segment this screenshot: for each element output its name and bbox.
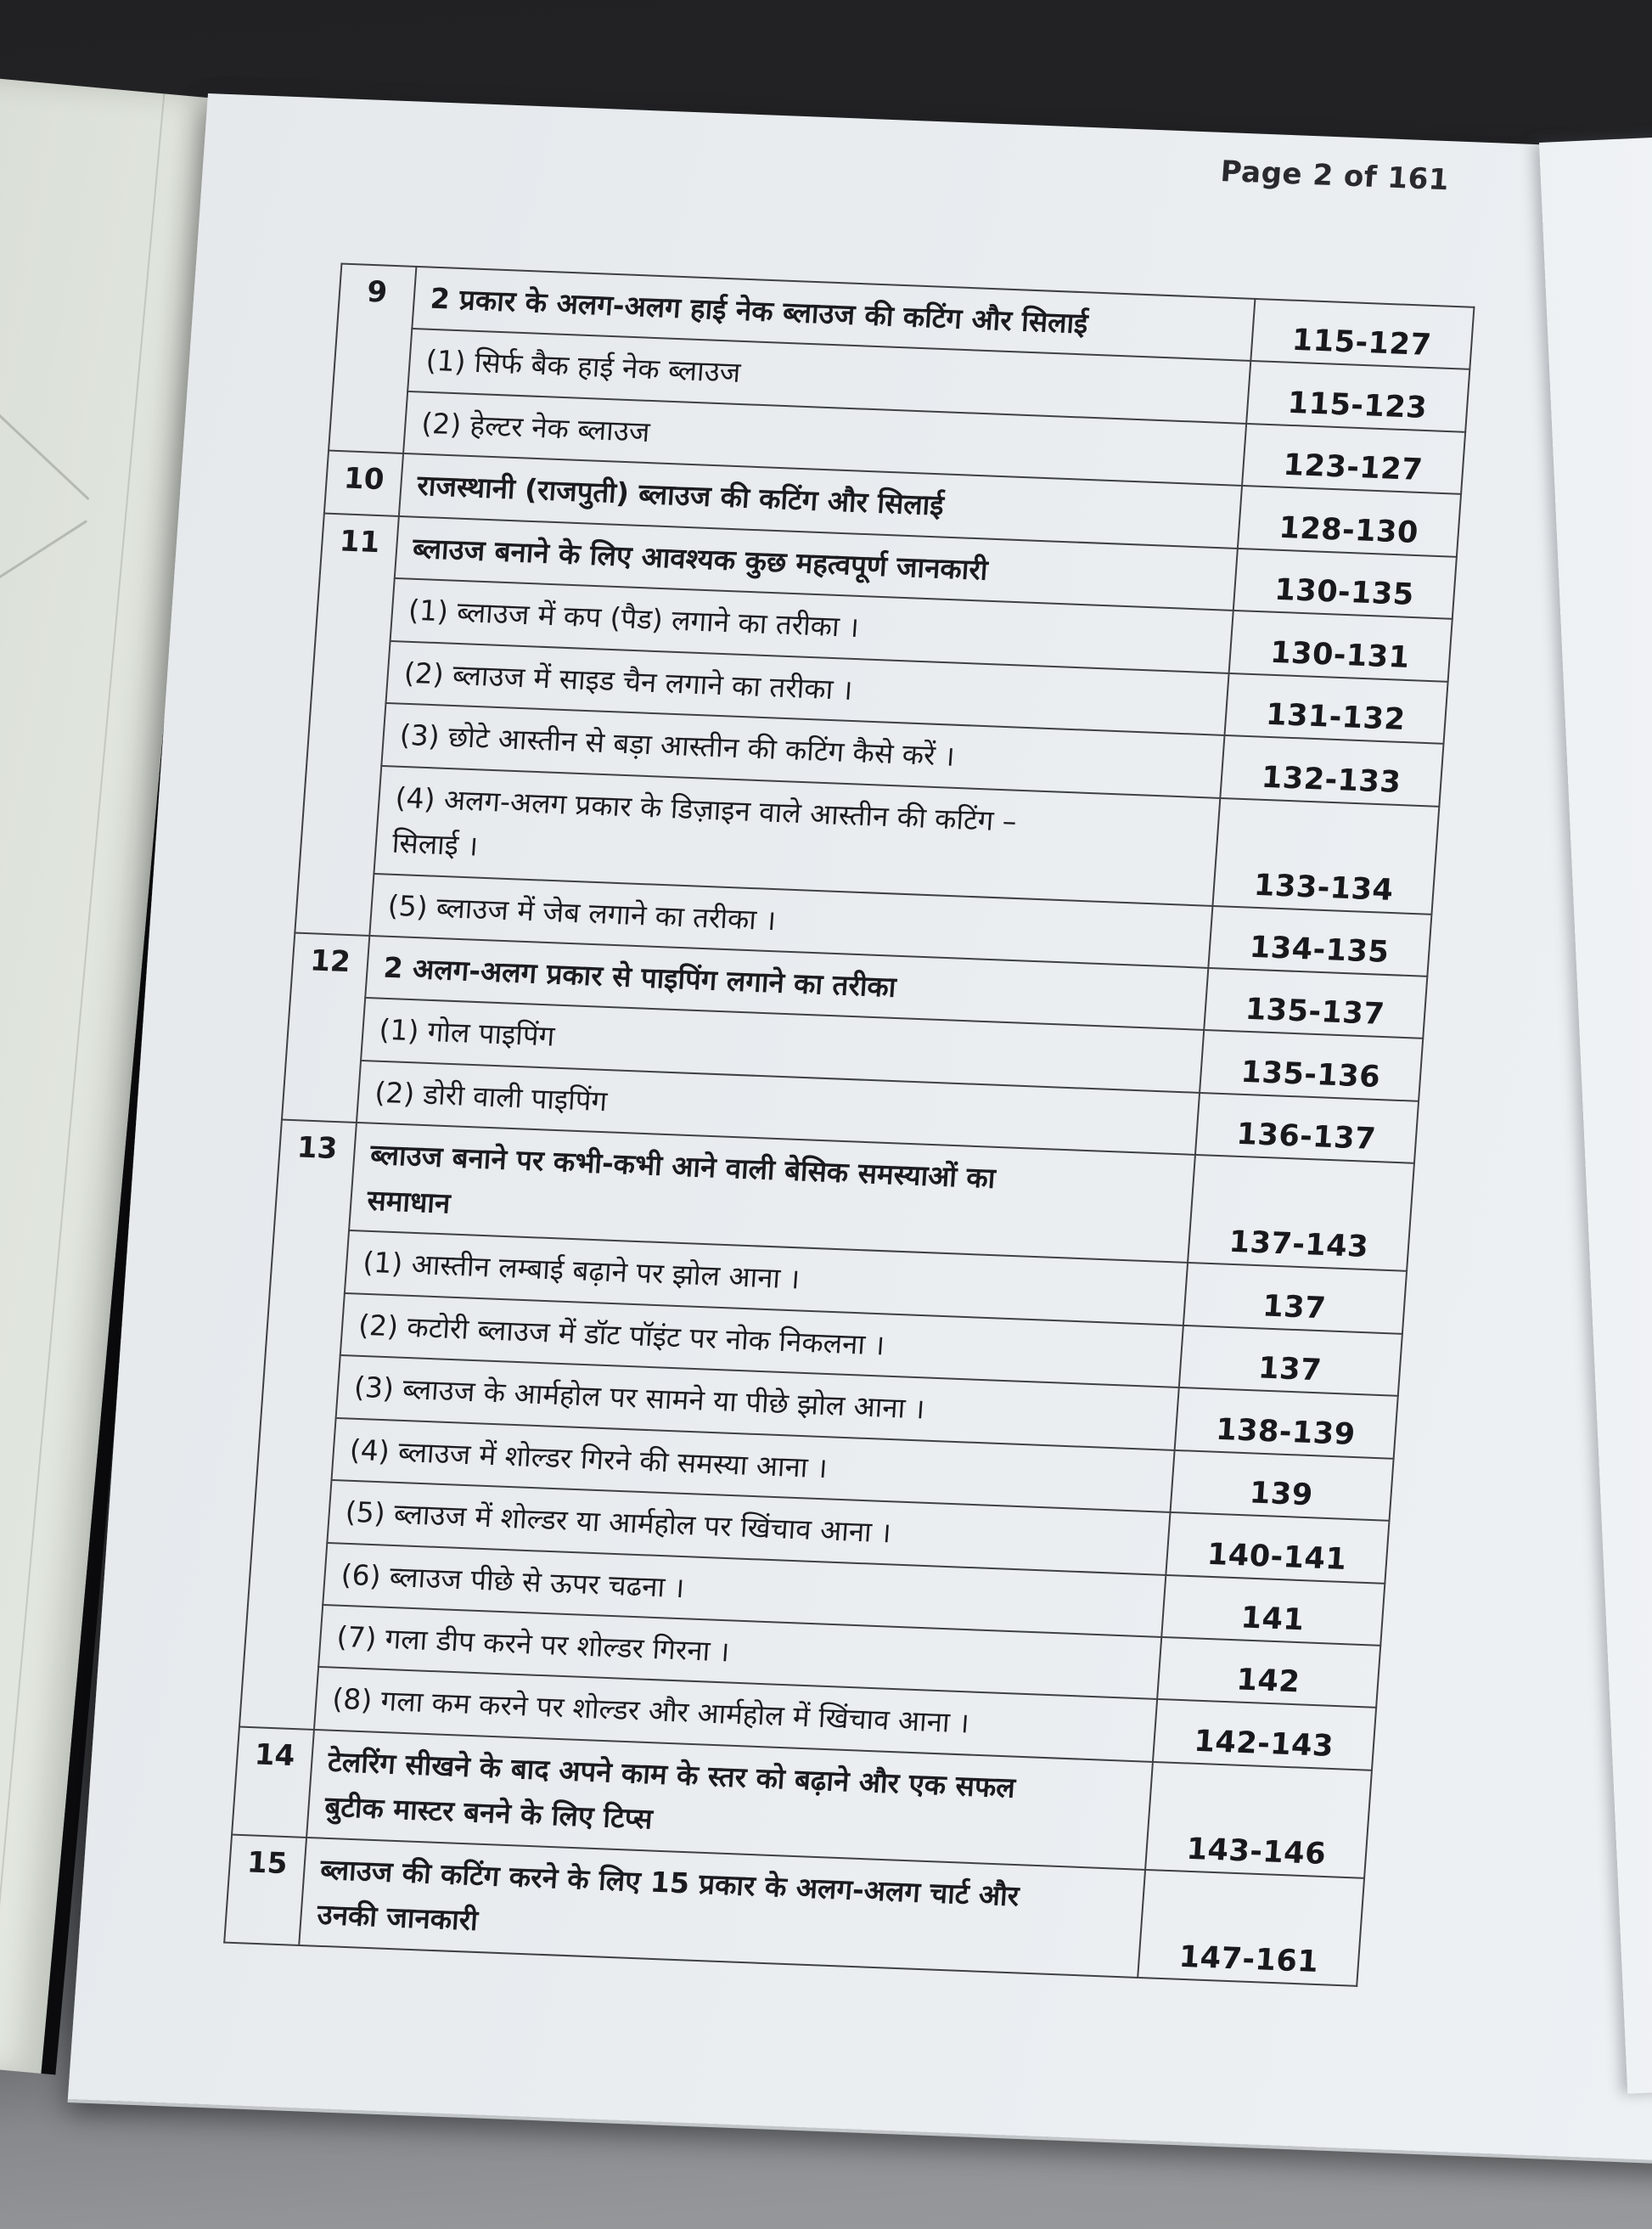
toc-subitem-pages: 135-136: [1200, 1030, 1423, 1100]
toc-section-title: 2 प्रकार के अलग-अलग हाई नेक ब्लाउज की कटिंग और सिलाई: [412, 267, 1255, 361]
toc-subitem-pages: 140-141: [1166, 1512, 1389, 1583]
toc-subitem-title: (4) ब्लाउज में शोल्डर गिरने की समस्या आना ।: [332, 1418, 1175, 1512]
toc-section-title: 2 अलग-अलग प्रकार से पाइपिंग लगाने का तरीका: [365, 936, 1208, 1030]
toc-subitem-title: (2) ब्लाउज में साइड चैन लगाने का तरीका ।: [385, 641, 1228, 735]
page-number-label: Page 2 of 161: [1219, 154, 1451, 198]
toc-section-number: 13: [239, 1120, 357, 1730]
toc-section-title: टेलरिंग सीखने के बाद अपने काम के स्तर को बढ़ाने और एक सफल बुटीक मास्टर बनने के लिए टिप्स: [306, 1730, 1153, 1870]
book-page: [68, 93, 1652, 2161]
toc-section-number: 10: [324, 451, 403, 516]
toc-subitem-pages: 123-127: [1242, 424, 1465, 494]
toc-subitem-title: (2) हेल्टर नेक ब्लाउज: [403, 391, 1246, 486]
toc-body: [224, 264, 1474, 1986]
toc-subitem-title: (4) अलग-अलग प्रकार के डिज़ाइन वाले आस्तीन की कटिंग – सिलाई ।: [374, 766, 1220, 906]
toc-subitem-title: (2) कटोरी ब्लाउज में डॉट पॉइंट पर नोक निकलना ।: [340, 1293, 1183, 1387]
toc-subitem-pages: 134-135: [1208, 905, 1431, 976]
toc-subitem-title: (1) गोल पाइपिंग: [361, 998, 1204, 1092]
toc-subitem-title: (5) ब्लाउज में जेब लगाने का तरीका ।: [369, 873, 1212, 967]
toc-section-number: 15: [224, 1834, 306, 1945]
toc-subitem-title: (1) सिर्फ बैक हाई नेक ब्लाउज: [407, 329, 1250, 423]
toc-subitem-pages: 142: [1157, 1637, 1380, 1708]
toc-section-number: 9: [329, 264, 416, 454]
toc-subitem-pages: 133-134: [1212, 798, 1439, 915]
toc-section-title: ब्लाउज बनाने के लिए आवश्यक कुछ महत्वपूर्ण जानकारी: [395, 516, 1238, 611]
toc-subitem-title: (7) गला डीप करने पर शोल्डर गिरना ।: [318, 1605, 1161, 1699]
flap-crease-mark: [0, 520, 87, 600]
toc-subitem-pages: 137: [1183, 1263, 1407, 1333]
flap-crease-mark: [0, 400, 90, 501]
toc-subitem-pages: 132-133: [1220, 735, 1443, 806]
toc-section-title: राजस्थानी (राजपुती) ब्लाउज की कटिंग और सिलाई: [399, 453, 1242, 548]
toc-section-pages: 135-137: [1204, 968, 1427, 1039]
toc-subitem-pages: 136-137: [1195, 1093, 1419, 1163]
toc-subitem-pages: 138-139: [1175, 1387, 1398, 1458]
toc-subitem-title: (3) छोटे आस्तीन से बड़ा आस्तीन की कटिंग कैसे करें ।: [381, 703, 1224, 797]
toc-subitem-pages: 131-132: [1224, 673, 1447, 744]
toc-subitem-pages: 115-123: [1246, 361, 1469, 431]
toc-subitem-pages: 137: [1179, 1326, 1402, 1396]
toc-subitem-pages: 130-131: [1229, 611, 1453, 681]
toc-section-pages: 128-130: [1238, 486, 1461, 556]
toc-subitem-title: (1) आस्तीन लम्बाई बढ़ाने पर झोल आना ।: [345, 1230, 1188, 1325]
toc-section-number: 14: [232, 1726, 314, 1837]
toc-subitem-title: (6) ब्लाउज पीछे से ऊपर चढना ।: [323, 1542, 1166, 1636]
toc-section-pages: 143-146: [1145, 1762, 1372, 1878]
toc-section-pages: 130-135: [1233, 549, 1457, 619]
table-of-contents: [223, 263, 1475, 1987]
toc-section-number: 12: [282, 933, 369, 1123]
toc-subitem-pages: 142-143: [1153, 1699, 1376, 1770]
toc-subitem-title: (3) ब्लाउज के आर्महोल पर सामने या पीछे झोल आना ।: [336, 1355, 1179, 1449]
toc-subitem-title: (1) ब्लाउज में कप (पैड) लगाने का तरीका ।: [391, 578, 1233, 673]
toc-subitem-title: (8) गला कम करने पर शोल्डर और आर्महोल में खिंचाव आना ।: [314, 1667, 1157, 1761]
toc-subitem-title: (5) ब्लाउज में शोल्डर या आर्महोल पर खिंचाव आना ।: [327, 1480, 1170, 1574]
toc-section-pages: 147-161: [1138, 1870, 1364, 1986]
toc-subitem-pages: 139: [1171, 1450, 1394, 1521]
toc-section-title: ब्लाउज की कटिंग करने के लिए 15 प्रकार के अलग-अलग चार्ट और उनकी जानकारी: [299, 1838, 1145, 1978]
toc-section-number: 11: [295, 513, 399, 936]
toc-section-pages: 115-127: [1250, 299, 1474, 369]
toc-subitem-pages: 141: [1161, 1574, 1385, 1645]
toc-section-pages: 137-143: [1188, 1155, 1414, 1271]
toc-subitem-title: (2) डोरी वाली पाइपिंग: [357, 1061, 1200, 1155]
toc-section-title: ब्लाउज बनाने पर कभी-कभी आने वाली बेसिक समस्याओं का समाधान: [349, 1123, 1195, 1263]
